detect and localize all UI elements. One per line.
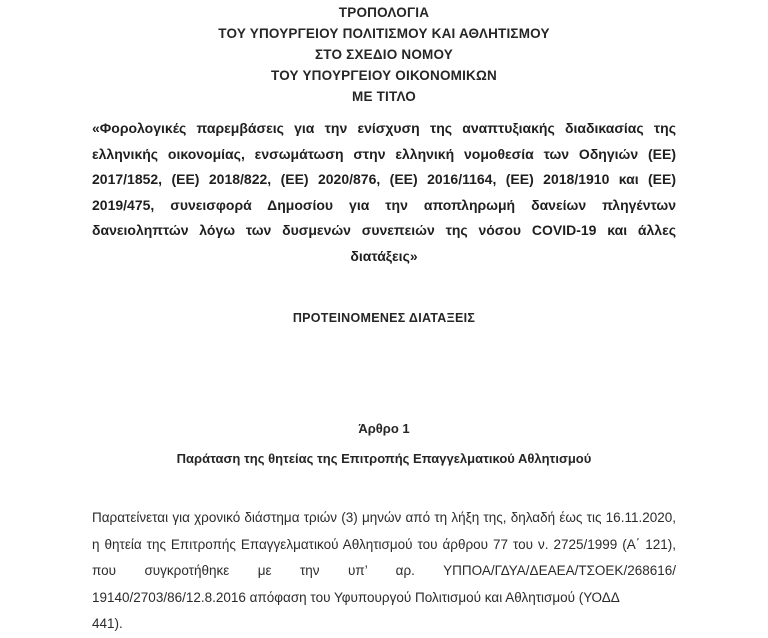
- heading-line-2: ΤΟΥ ΥΠΟΥΡΓΕΙΟΥ ΠΟΛΙΤΙΣΜΟΥ ΚΑΙ ΑΘΛΗΤΙΣΜΟΥ: [218, 26, 550, 41]
- section-label-proposed-provisions: ΠΡΟΤΕΙΝΟΜΕΝΕΣ ΔΙΑΤΑΞΕΙΣ: [292, 311, 476, 325]
- article-body: [92, 505, 676, 638]
- heading-line-1: ΤΡΟΠΟΛΟΓΙΑ: [338, 5, 430, 20]
- article-number: Άρθρο 1: [358, 421, 410, 436]
- heading-line-5: ΜΕ ΤΙΤΛΟ: [352, 89, 416, 104]
- article-title: Παράταση της θητείας της Επιτροπής Επαγγελματικού Αθλητισμού: [176, 451, 592, 466]
- heading-line-3: ΣΤΟ ΣΧΕΔΙΟ ΝΟΜΟΥ: [315, 47, 453, 62]
- heading-line-4: ΤΟΥ ΥΠΟΥΡΓΕΙΟΥ ΟΙΚΟΝΟΜΙΚΩΝ: [271, 68, 497, 83]
- bill-title-quote: «Φορολογικές παρεμβάσεις για την ενίσχυση της αναπτυξιακής διαδικασίας της ελληνικής οικονομίας, ενσωμάτωση στην ελληνική νομοθεσία των Οδηγιών (ΕΕ) 2017/1852, (ΕΕ) 2018/822, (ΕΕ) 2020/876, (ΕΕ) 2016/1164, (ΕΕ) 2018/1910 και (ΕΕ) 2019/475, συνεισφορά Δημοσίου για την αποπληρωμή δανείων πληγέντων δανειοληπτών λόγω των δυσμενών συνεπειών της νόσου COVID-19 και άλλες διατάξεις»: [92, 120, 676, 264]
- document-heading: [92, 0, 676, 107]
- article-body-last-line: 441).: [92, 616, 123, 631]
- article-body-main: Παρατείνεται για χρονικό διάστημα τριών (3) μηνών από τη λήξη της, δηλαδή έως τις 16.11.2020, η θητεία της Επιτροπής Επαγγελματικού Αθλητισμού του άρθρου 77 του ν. 2725/1999 (Α΄ 121), που συγκροτήθηκε με την υπ’ αρ. ΥΠΠΟΑ/ΓΔΥΑ/ΔΕΑΕΑ/ΤΣΟΕΚ/268616/ 19140/2703/86/12.8.2016 απόφαση του Υφυπουργού Πολιτισμού και Αθλητισμού (ΥΟΔΔ: [92, 510, 676, 605]
- article-block: [92, 421, 676, 469]
